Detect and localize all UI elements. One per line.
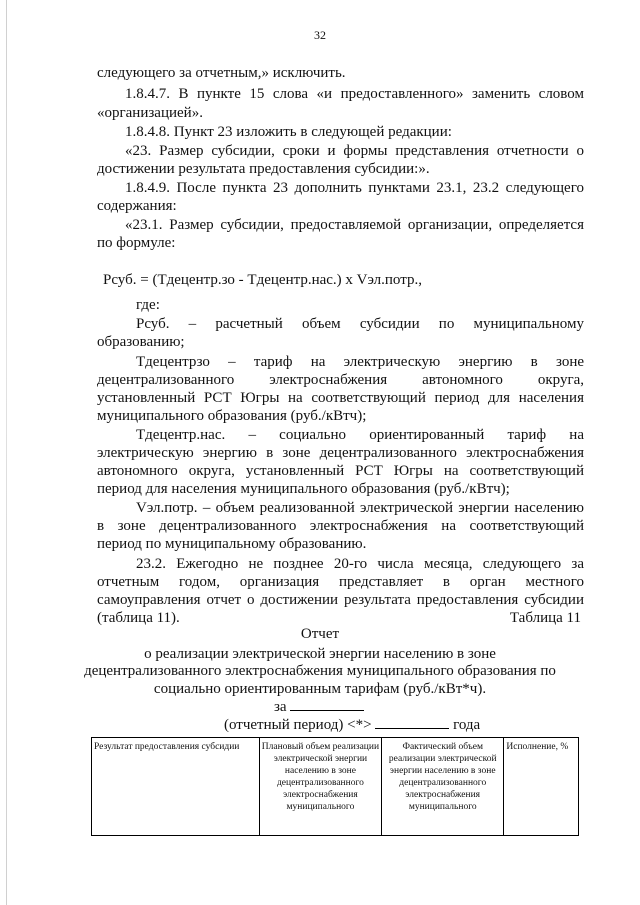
paragraph-line: 1.8.4.7. В пункте 15 слова «и предоставленного» заменить словом [125, 86, 584, 102]
report-subtitle: о реализации электрической энергии населению в зоне [144, 646, 496, 662]
table-label: Таблица 11 [509, 610, 581, 626]
report-period-line [224, 716, 524, 734]
page-number: 32 [314, 28, 326, 42]
formula: Рсуб. = (Тдецентр.зо - Тдецентр.нас.) х Vэл.потр., [103, 272, 422, 288]
za-label: за [274, 699, 287, 715]
paragraph-line: самоуправления отчет о достижении результата предоставления субсидии [97, 592, 584, 608]
table-header-cell: Плановый объем реализации электрической энергии населению в зоне децентрализованного электроснабжения муниципального [259, 738, 381, 836]
paragraph-line: содержания: [97, 198, 177, 214]
paragraph-line: по формуле: [97, 235, 176, 251]
scan-edge [6, 0, 7, 905]
definition-line: децентрализованного электроснабжения автономного округа, [97, 372, 584, 388]
definition-line: период по муниципальному образованию. [97, 536, 367, 552]
period-label: (отчетный период) <*> [224, 717, 372, 733]
year-blank [375, 716, 449, 729]
paragraph-line: «организацией». [97, 105, 203, 121]
paragraph-line: «23.1. Размер субсидии, предоставляемой организации, определяется [125, 217, 584, 233]
definition-line: электрическую энергию в зоне децентрализованного электроснабжения [97, 445, 584, 461]
definition-line: в зоне децентрализованного электроснабжения на соответствующий [97, 518, 584, 534]
report-table [91, 737, 579, 836]
table-header-row [92, 738, 579, 836]
definition-line: муниципального образования (руб./кВтч); [97, 408, 367, 424]
definition-line: период для населения муниципального образования (руб./кВтч); [97, 481, 510, 497]
table-header-cell: Фактический объем реализации электрической энергии населению в зоне децентрализованного электроснабжения муниципального [382, 738, 504, 836]
report-period-for [274, 698, 474, 716]
paragraph-line: следующего за отчетным,» исключить. [97, 65, 346, 81]
year-label: года [453, 717, 481, 733]
paragraph-line: (таблица 11). [97, 610, 180, 626]
where-label: где: [136, 297, 160, 313]
paragraph-line: достижении результата предоставления субсидии:». [97, 161, 430, 177]
report-subtitle: децентрализованного электроснабжения муниципального образования по [84, 663, 556, 679]
definition-line: установленный РСТ Югры на соответствующий период для населения [97, 390, 584, 406]
report-subtitle: социально ориентированным тарифам (руб./кВт*ч). [153, 681, 487, 697]
definition-line: автономного округа, установленный РСТ Югры на соответствующий [97, 463, 584, 479]
paragraph-line: 23.2. Ежегодно не позднее 20-го числа месяца, следующего за [136, 556, 584, 572]
definition-line: Тдецентр.нас. – социально ориентированный тариф на [136, 427, 584, 443]
paragraph-line: отчетным годом, организация представляет в орган местного [97, 574, 584, 590]
report-title: Отчет [300, 626, 340, 642]
paragraph-line: 1.8.4.9. После пункта 23 дополнить пунктами 23.1, 23.2 следующего [125, 180, 584, 196]
paragraph-line: «23. Размер субсидии, сроки и формы представления отчетности о [125, 143, 584, 159]
paragraph-line: 1.8.4.8. Пункт 23 изложить в следующей редакции: [125, 124, 452, 140]
period-blank [290, 698, 364, 711]
definition-line: Рсуб. – расчетный объем субсидии по муниципальному [136, 316, 584, 332]
definition-line: Тдецентрзо – тариф на электрическую энергию в зоне [136, 354, 584, 370]
table-header-cell: Исполнение, % [504, 738, 579, 836]
definition-line: Vэл.потр. – объем реализованной электрической энергии населению [136, 500, 584, 516]
table-header-cell: Результат предоставления субсидии [92, 738, 260, 836]
definition-line: образованию; [97, 334, 185, 350]
